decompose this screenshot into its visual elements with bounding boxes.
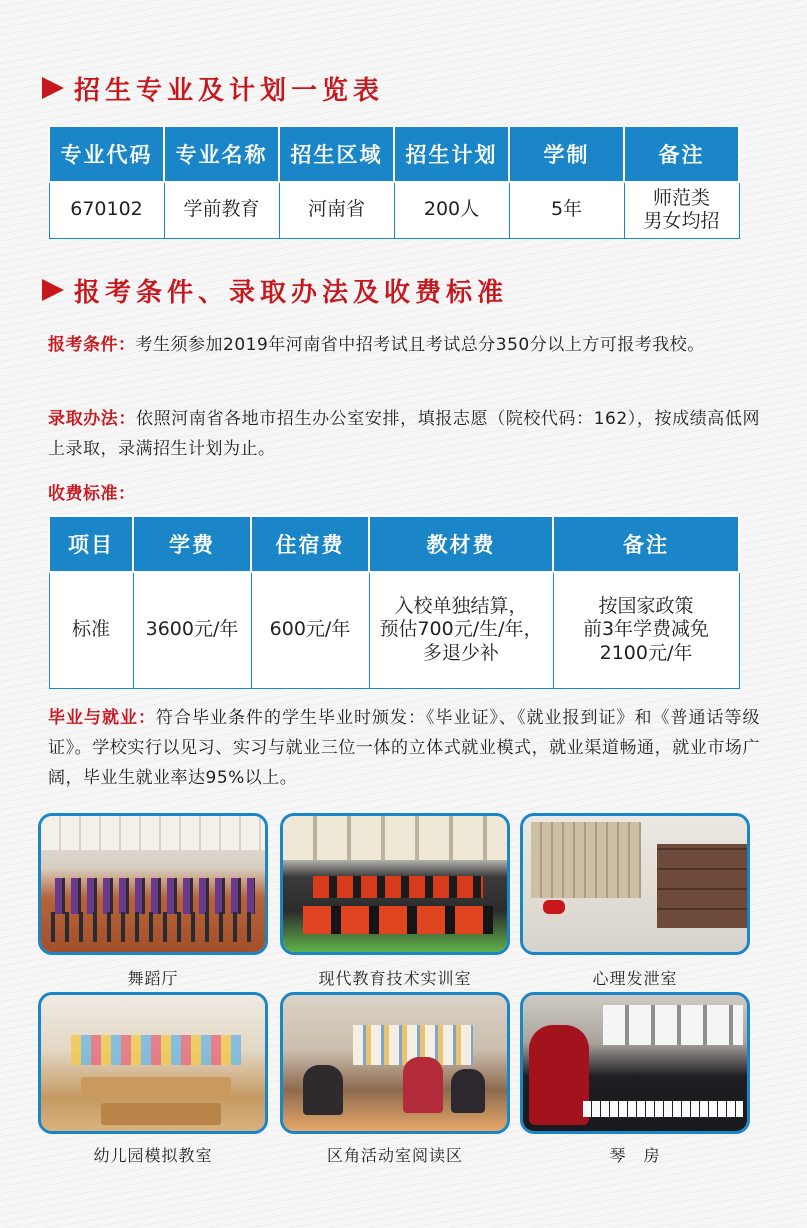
photo-kindergarten-classroom — [38, 992, 268, 1134]
fees-header-cell: 学费 — [133, 516, 251, 572]
plan-header-cell: 专业名称 — [164, 126, 279, 182]
textbook-line: 预估700元/生/年， — [379, 618, 543, 641]
caption-piano-room: 琴 房 — [609, 1146, 661, 1165]
plan-note-line: 男女均招 — [643, 210, 720, 233]
plan-header-cell: 招生计划 — [394, 126, 509, 182]
fees-label: 收费标准： — [48, 484, 136, 504]
plan-table — [48, 125, 740, 239]
fees-table-row — [49, 572, 739, 688]
plan-cell-duration: 5年 — [509, 182, 624, 238]
triangle-bullet-icon — [42, 77, 64, 99]
fees-cell-dorm: 600元/年 — [251, 572, 369, 688]
fees-cell-note — [553, 572, 739, 688]
textbook-line: 入校单独结算， — [394, 594, 528, 617]
section-title-conditions — [42, 270, 508, 310]
fees-header-cell: 教材费 — [369, 516, 553, 572]
graduation-paragraph — [48, 703, 760, 793]
photo-piano-room — [520, 992, 750, 1134]
admission-label: 录取办法： — [48, 409, 137, 429]
conditions-text: 考生须参加2019年河南省中招考试且考试总分350分以上方可报考我校。 — [135, 335, 705, 355]
fees-header-cell: 备注 — [553, 516, 739, 572]
fees-table — [48, 515, 740, 689]
plan-header-cell: 学制 — [509, 126, 624, 182]
section-title-plan-text: 招生专业及计划一览表 — [74, 75, 385, 106]
graduation-label: 毕业与就业： — [48, 708, 156, 728]
fees-cell-textbook — [369, 572, 553, 688]
caption-tech-room: 现代教育技术实训室 — [318, 969, 472, 988]
fees-note-line: 前3年学费减免 — [582, 618, 710, 641]
fees-note-line: 按国家政策 — [598, 594, 694, 617]
caption-psychology-room: 心理发泄室 — [592, 969, 678, 988]
fees-cell-tuition: 3600元/年 — [133, 572, 251, 688]
plan-cell-code: 670102 — [49, 182, 164, 238]
admission-paragraph — [48, 404, 760, 464]
plan-cell-quota: 200人 — [394, 182, 509, 238]
photo-reading-area — [280, 992, 510, 1134]
plan-cell-major: 学前教育 — [164, 182, 279, 238]
triangle-bullet-icon — [42, 279, 64, 301]
plan-header-cell: 招生区域 — [279, 126, 394, 182]
plan-cell-note — [624, 182, 739, 238]
conditions-paragraph — [48, 330, 760, 360]
section-title-conditions-text: 报考条件、录取办法及收费标准 — [74, 277, 509, 308]
fees-header-cell: 住宿费 — [251, 516, 369, 572]
fees-note-line: 2100元/年 — [599, 642, 693, 665]
caption-reading-area: 区角活动室阅读区 — [326, 1146, 463, 1165]
plan-cell-region: 河南省 — [279, 182, 394, 238]
fees-cell-item: 标准 — [49, 572, 133, 688]
plan-note-line: 师范类 — [652, 186, 710, 209]
caption-kindergarten-classroom: 幼儿园模拟教室 — [93, 1146, 213, 1165]
fees-paragraph — [48, 479, 760, 509]
photo-tech-room — [280, 813, 510, 955]
fees-header-cell: 项目 — [49, 516, 133, 572]
section-title-plan — [42, 68, 384, 108]
caption-dance-hall: 舞蹈厅 — [127, 969, 179, 988]
conditions-label: 报考条件： — [48, 335, 136, 355]
photo-psychology-room — [520, 813, 750, 955]
admission-text: 依照河南省各地市招生办公室安排，填报志愿（院校代码：162），按成绩高低网上录取，录满招生计划为止。 — [48, 409, 761, 459]
photo-dance-hall — [38, 813, 268, 955]
plan-header-cell: 专业代码 — [49, 126, 164, 182]
plan-table-row — [49, 182, 739, 238]
plan-header-cell: 备注 — [624, 126, 739, 182]
graduation-text: 符合毕业条件的学生毕业时颁发：《毕业证》、《就业报到证》和《普通话等级证》。学校实行以见习、实习与就业三位一体的立体式就业模式，就业渠道畅通，就业市场广阔，毕业生就业率达95%以上。 — [48, 708, 760, 788]
textbook-line: 多退少补 — [422, 642, 499, 665]
